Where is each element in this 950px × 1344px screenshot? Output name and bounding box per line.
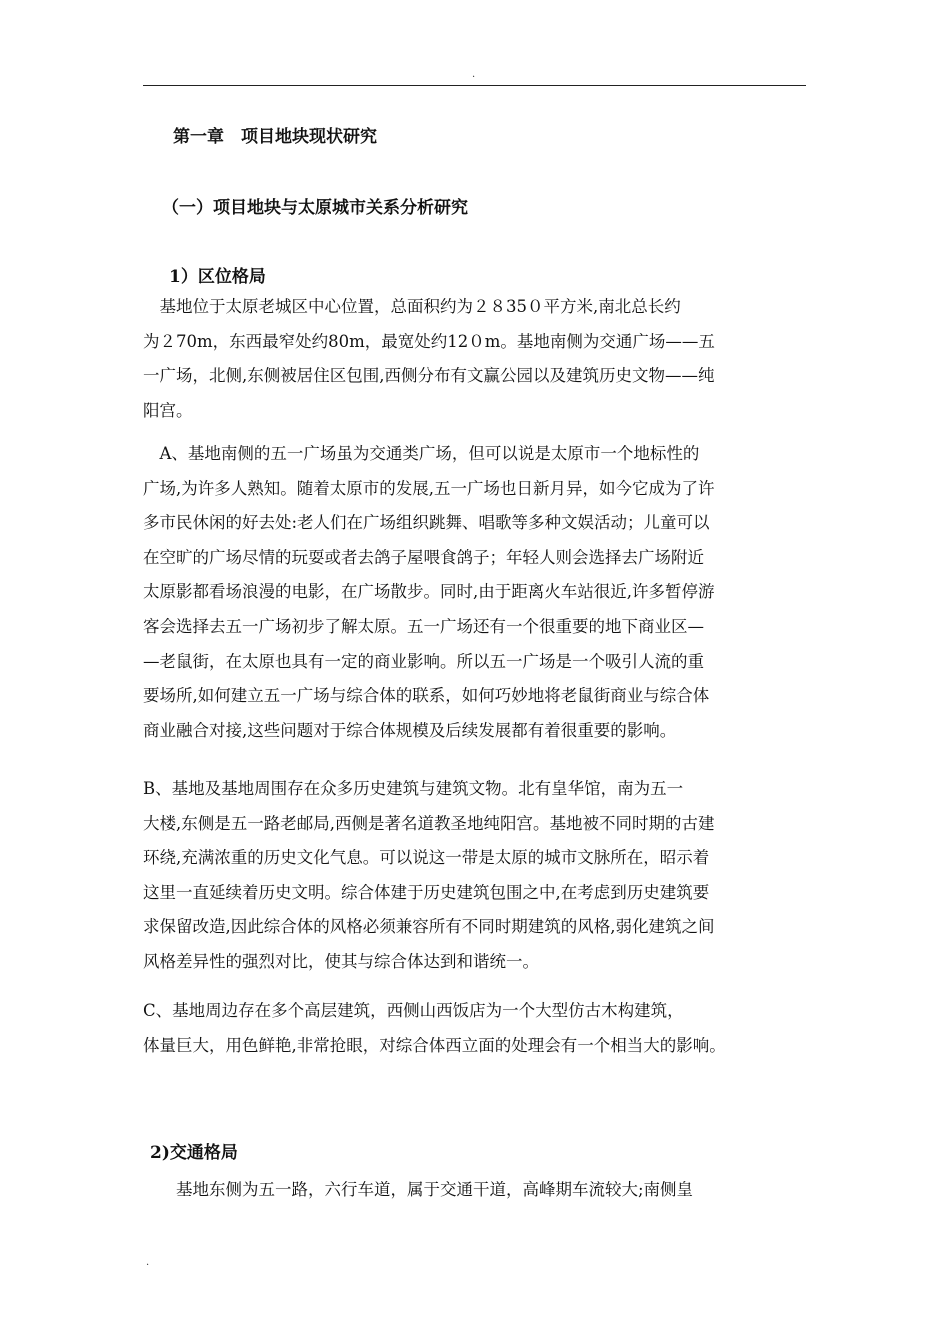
paragraph-c [143,994,813,1063]
text-line: 多市民休闲的好去处:老人们在广场组织跳舞、唱歌等多种文娱活动；儿童可以 [143,513,710,533]
text-line: 风格差异性的强烈对比，使其与综合体达到和谐统一。 [143,951,539,971]
paragraph-b [143,772,813,980]
text-line: 这里一直延续着历史文明。综合体建于历史建筑包围之中,在考虑到历史建筑要 [143,882,710,902]
paragraph-a [143,437,813,748]
chapter-title: 第一章 项目地块现状研究 [173,127,377,147]
text-line: —老鼠街，在太原也具有一定的商业影响。所以五一广场是一个吸引人流的重 [143,651,704,671]
text-line: 商业融合对接,这些问题对于综合体规模及后续发展都有着很重要的影响。 [143,720,677,740]
text-line: 广场,为许多人熟知。随着太原市的发展,五一广场也日新月异，如今它成为了许 [143,478,715,498]
text-line: 要场所,如何建立五一广场与综合体的联系，如何巧妙地将老鼠街商业与综合体 [143,686,710,706]
text-line: 大楼,东侧是五一路老邮局,西侧是著名道教圣地纯阳宫。基地被不同时期的古建 [143,813,715,833]
text-line: 太原影都看场浪漫的电影，在广场散步。同时,由于距离火车站很近,许多暂停游 [143,582,715,602]
text-line: A、基地南侧的五一广场虽为交通类广场，但可以说是太原市一个地标性的 [143,444,700,463]
footer-mark: . [146,1257,150,1268]
text-line: 环绕,充满浓重的历史文化气息。可以说这一带是太原的城市文脉所在，昭示着 [143,848,710,868]
text-line: 求保留改造,因此综合体的风格必须兼容所有不同时期建筑的风格,弱化建筑之间 [143,917,715,937]
text-line: 基地位于太原老城区中心位置，总面积约为２８35０平方米,南北总长约 [143,297,681,316]
header-rule [143,85,806,86]
text-line: 客会选择去五一广场初步了解太原。五一广场还有一个很重要的地下商业区— [143,616,704,636]
section-title: （一）项目地块与太原城市关系分析研究 [162,198,468,218]
paragraph-traffic [143,1173,813,1208]
text-line: 一广场，北侧,东侧被居住区包围,西侧分布有文赢公园以及建筑历史文物——纯 [143,366,715,386]
text-line: 在空旷的广场尽情的玩耍或者去鸽子屋喂食鸽子；年轻人则会选择去广场附近 [143,547,704,567]
text-line: 体量巨大，用色鲜艳,非常抢眼，对综合体西立面的处理会有一个相当大的影响。 [143,1035,726,1055]
subsection-title-traffic: 2)交通格局 [150,1143,238,1163]
text-line: 阳宫。 [143,400,193,420]
text-line: 为２70m，东西最窄处约80m，最宽处约12０m。基地南侧为交通广场——五 [143,331,715,351]
paragraph-location [143,290,813,428]
text-line: C、基地周边存在多个高层建筑，西侧山西饭店为一个大型仿古木构建筑， [143,1001,684,1020]
subsection-title-location: 1）区位格局 [169,267,266,287]
header-mark: . [472,69,476,80]
text-line: B、基地及基地周围存在众多历史建筑与建筑文物。北有皇华馆，南为五一 [143,779,684,798]
text-line: 基地东侧为五一路，六行车道，属于交通干道，高峰期车流较大;南侧皇 [143,1180,694,1199]
